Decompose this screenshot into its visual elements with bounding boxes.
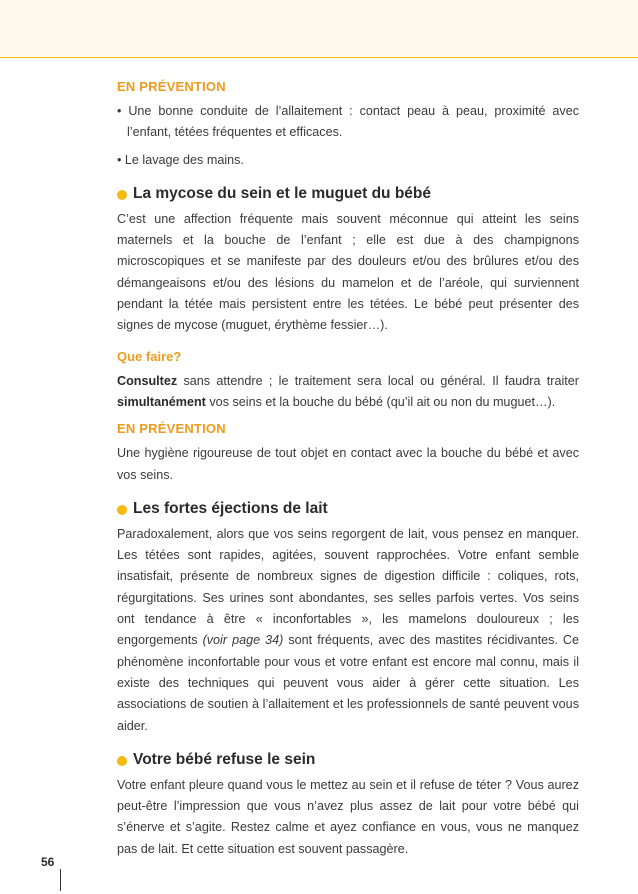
prevention-bullet: • Le lavage des mains. — [117, 152, 244, 167]
bullet-dot-icon — [117, 756, 127, 766]
page-number: 56 — [41, 855, 55, 869]
text-run: Paradoxalement, alors que vos seins regorgent de lait, vous pensez en manquer. Les tétées sont rapides, agitées, souvent rapprochées. Votre enfant semble insatisfait, présente de nombreux signes de digestion difficile : coliques, rots, régurgitations. Ses urines sont abondantes, ses selles parfois vertes. Vos seins ont tendance à être « inconfortables », les mamelons douloureux ; les engorgements — [117, 526, 579, 648]
section-heading-text: La mycose du sein et le muguet du bébé — [133, 184, 432, 202]
page-rule — [60, 869, 61, 891]
prevention-title: EN PRÉVENTION — [117, 79, 226, 94]
mycose-paragraph: C’est une affection fréquente mais souvent méconnue qui atteint les seins maternels et la bouche de l’enfant ; elle est due à des champignons microscopiques et se manifeste par des douleurs et/ou des brûlures et/ou des démangeaisons et/ou des lésions du mamelon et de l’aréole, qui surviennent pendant la tétée mais persistent entre les tétées. Le bébé peut présenter des signes de mycose (muguet, érythème fessier…). — [117, 211, 579, 333]
prevention-paragraph: Une hygiène rigoureuse de tout objet en contact avec la bouche du bébé et avec vos seins. — [117, 446, 579, 482]
que-faire-title: Que faire? — [117, 348, 182, 364]
text-run: sans attendre ; le traitement sera local ou général. Il faudra traiter — [177, 373, 579, 388]
refus-paragraph: Votre enfant pleure quand vous le mettez au sein et il refuse de téter ? Vous aurez peut-être l’impression que vous n’avez plus assez de lait pour votre bébé qui s’énerve et s’agite. Restez calme et ayez confiance en vous, vous ne manquez pas de lait. Et cette situation est souvent passagère. — [117, 777, 579, 856]
bold-simultanement: simultanément — [117, 394, 206, 409]
section-heading-mycose — [117, 183, 579, 205]
section-heading-text: Votre bébé refuse le sein — [133, 750, 316, 768]
bullet-dot-icon — [117, 190, 127, 200]
bold-consultez: Consultez — [117, 373, 178, 388]
page-content — [117, 77, 579, 860]
prevention-title: EN PRÉVENTION — [117, 421, 226, 437]
section-heading-ejections — [117, 498, 579, 520]
section-heading-text: Les fortes éjections de lait — [133, 499, 328, 517]
header-band — [0, 0, 638, 58]
prevention-bullet: • Une bonne conduite de l’allaitement : contact peau à peau, proximité avec l’enfant, tétées fréquentes et efficaces. — [117, 104, 579, 140]
text-run: vos seins et la bouche du bébé (qu’il ait ou non du muguet…). — [205, 394, 556, 409]
que-faire-paragraph — [117, 371, 579, 414]
bullet-dot-icon — [117, 505, 127, 515]
text-run: sont fréquents, avec des mastites récidivantes. Ce phénomène inconfortable pour vous et votre enfant est encore mal connu, mais il existe des techniques qui peuvent vous aider à gérer cette situation. Les associations de soutien à l’allaitement et les professionnels de santé peuvent vous aider. — [117, 633, 580, 733]
section-heading-refus — [117, 749, 579, 771]
ejections-paragraph — [117, 524, 579, 737]
page-reference: (voir page 34) — [202, 633, 284, 648]
